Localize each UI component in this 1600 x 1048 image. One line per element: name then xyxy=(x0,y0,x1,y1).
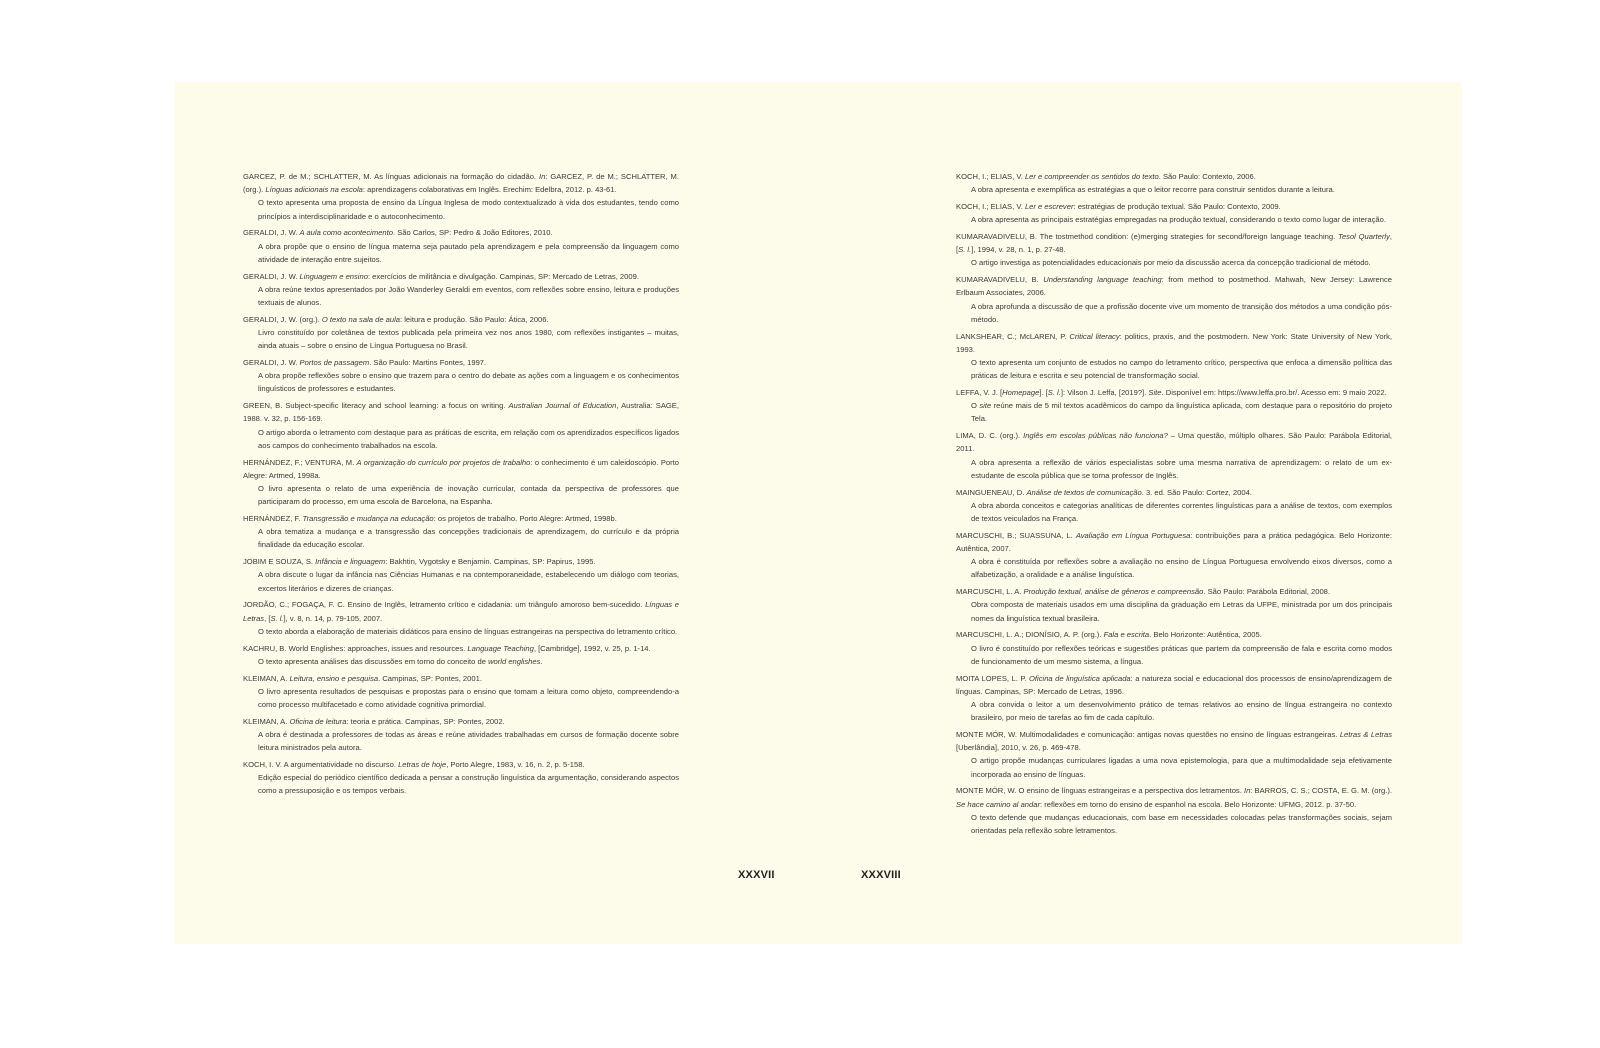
reference-description: O texto apresenta análises das discussões em torno do conceito de world englishes. xyxy=(258,656,543,666)
reference-citation: GERALDI, J. W. (org.). O texto na sala de aula: leitura e produção. São Paulo: Ática, 2006. xyxy=(243,314,549,324)
bibliography-entry xyxy=(243,672,679,712)
reference-description: O artigo investiga as potencialidades educacionais por meio da discussão acerca da concepção tradicional de método. xyxy=(971,258,1371,268)
reference-description: A obra aprofunda a discussão de que a profissão docente vive um momento de transição dos métodos a uma condição pós-método. xyxy=(971,301,1392,324)
bibliography-entry xyxy=(243,356,679,396)
bibliography-entry xyxy=(243,598,679,638)
reference-description: A obra é constituída por reflexões sobre a avaliação no ensino de Língua Portuguesa envolvendo eixos diversos, como a alfabetização, a oralidade e a análise linguística. xyxy=(971,557,1392,580)
reference-description: A obra apresenta as principais estratégias empregadas na produção textual, considerando o texto como lugar de interação. xyxy=(971,215,1386,225)
left-page-bibliography xyxy=(243,170,679,801)
reference-citation: MARCUSCHI, B.; SUASSUNA, L. Avaliação em Língua Portuguesa: contribuições para a prática pedagógica. Belo Horizonte: Autêntica, 2007. xyxy=(956,530,1392,554)
reference-citation: MARCUSCHI, L. A.; DIONÍSIO, A. P. (org.). Fala e escrita. Belo Horizonte: Autêntica, 2005. xyxy=(956,630,1262,640)
bibliography-entry xyxy=(956,330,1392,383)
bibliography-entry xyxy=(956,728,1392,781)
bibliography-entry xyxy=(956,386,1392,426)
reference-citation: MARCUSCHI, L. A. Produção textual, análise de gêneros e compreensão. São Paulo: Parábola Editorial, 2008. xyxy=(956,587,1331,597)
reference-description: Obra composta de materiais usados em uma disciplina da graduação em Letras da UFPE, ministrada por um dos principais nomes da linguística textual brasileira. xyxy=(971,600,1392,623)
reference-description: A obra convida o leitor a um desenvolvimento prático de temas relativos ao ensino de língua estrangeira no contexto brasileiro, por meio de tarefas ao fim de cada capítulo. xyxy=(971,700,1392,723)
bibliography-entry xyxy=(243,399,679,452)
reference-description: A obra propõe reflexões sobre o ensino que trazem para o centro do debate as ações com a linguagem e os conhecimentos linguísticos de professores e estudantes. xyxy=(258,371,679,394)
reference-description: Livro constituído por coletânea de textos publicada pela primeira vez nos anos 1980, com reflexões instigantes – muitas, ainda atuais – sobre o ensino de Língua Portuguesa no Brasil. xyxy=(258,328,679,351)
bibliography-entry xyxy=(243,270,679,310)
reference-citation: GERALDI, J. W. Linguagem e ensino: exercícios de militância e divulgação. Campinas, SP: Mercado de Letras, 2009. xyxy=(243,271,639,281)
reference-citation: MOITA LOPES, L. P. Oficina de linguística aplicada: a natureza social e educacional dos processos de ensino/aprendizagem de línguas. Campinas, SP: Mercado de Letras, 1996. xyxy=(956,673,1393,696)
right-page-bibliography xyxy=(956,170,1392,841)
bibliography-entry xyxy=(956,529,1392,582)
reference-description: O livro é constituído por reflexões teóricas e sugestões práticas que partem da compreensão de fala e escrita como modos de funcionamento de um mesmo sistema, a língua. xyxy=(971,643,1392,666)
reference-citation: LEFFA, V. J. [Homepage]. [S. l.]: Vilson J. Leffa, [2019?]. Site. Disponível em: https://www.leffa.pro.br/. Acesso em: 9 maio 2022. xyxy=(956,388,1387,398)
reference-description: A obra aborda conceitos e categorias analíticas de diferentes correntes linguísticas para a análise de textos, com exemplos de textos veiculados na França. xyxy=(971,500,1392,524)
bibliography-entry xyxy=(956,628,1392,668)
page-number-right: XXXVIII xyxy=(861,869,901,881)
reference-citation: GERALDI, J. W. Portos de passagem. São Paulo: Martins Fontes, 1997. xyxy=(243,358,487,368)
bibliography-entry xyxy=(956,170,1392,196)
reference-citation: JORDÃO, C.; FOGAÇA, F. C. Ensino de Inglês, letramento crítico e cidadania: um triângulo amoroso bem-sucedido. Línguas e Letras, [S. l.], v. 8, n. 14, p. 79-105, 2007. xyxy=(243,600,680,623)
reference-citation: KOCH, I.; ELIAS, V. Ler e escrever: estratégias de produção textual. São Paulo: Contexto, 2009. xyxy=(956,202,1281,211)
reference-description: O artigo propõe mudanças curriculares ligadas a uma nova epistemologia, para que a multimodalidade seja efetivamente incorporada ao ensino de línguas. xyxy=(971,756,1392,779)
reference-description: A obra discute o lugar da infância nas Ciências Humanas e na contemporaneidade, estabelecendo um diálogo com teorias, excertos literários e dizeres de crianças. xyxy=(258,570,679,593)
reference-citation: KOCH, I.; ELIAS, V. Ler e compreender os sentidos do texto. São Paulo: Contexto, 2006. xyxy=(956,172,1256,181)
book-spread xyxy=(175,82,1462,944)
reference-citation: KACHRU, B. World Englishes: approaches, issues and resources. Language Teaching, [Cambridge], 1992, v. 25, p. 1-14. xyxy=(243,643,651,653)
bibliography-entry xyxy=(956,585,1392,625)
bibliography-entry xyxy=(956,273,1392,326)
bibliography-entry xyxy=(956,200,1392,226)
reference-citation: KUMARAVADIVELU, B. The tostmethod condition: (e)merging strategies for second/foreign language teaching. Tesol Quarterly, [S. l.], 1994, v. 28, n. 1, p. 27-48. xyxy=(956,232,1392,255)
bibliography-entry xyxy=(956,784,1392,837)
reference-citation: LIMA, D. C. (org.). Inglês em escolas públicas não funciona? – Uma questão, múltiplo olhares. São Paulo: Parábola Editorial, 2011. xyxy=(956,431,1393,454)
reference-citation: HERNÁNDEZ, F.; VENTURA, M. A organização do currículo por projetos de trabalho: o conhecimento é um caleidoscópio. Porto Alegre: Artmed, 1998a. xyxy=(243,457,679,480)
bibliography-entry xyxy=(243,512,679,552)
reference-description: A obra propõe que o ensino de língua materna seja pautado pela aprendizagem e pela compreensão da linguagem como atividade de interação entre sujeitos. xyxy=(258,241,679,264)
reference-description: O artigo aborda o letramento com destaque para as práticas de escrita, em relação com os aprendizados específicos ligados aos campos do conhecimento trabalhados na escola. xyxy=(258,427,679,450)
bibliography-entry xyxy=(243,715,679,755)
reference-citation: MONTE MÓR, W. O ensino de línguas estrangeiras e a perspectiva dos letramentos. In: BARROS, C. S.; COSTA, E. G. M. (org.). Se hace camino al andar: reflexões em torno do ensino de espanhol na escola. Belo Horizonte: UFMG, 2012. p. 37-50. xyxy=(956,786,1392,809)
reference-citation: MAINGUENEAU, D. Análise de textos de comunicação. 3. ed. São Paulo: Cortez, 2004. xyxy=(956,487,1252,497)
reference-description: O livro apresenta resultados de pesquisas e propostas para o ensino que tomam a leitura como objeto, compreendendo-a como processo multifacetado e como atividade cognitiva primordial. xyxy=(258,686,679,710)
bibliography-entry xyxy=(243,555,679,595)
reference-citation: JOBIM E SOUZA, S. Infância e linguagem: Bakhtin, Vygotsky e Benjamin. Campinas, SP: Papirus, 1995. xyxy=(243,557,596,567)
reference-citation: KUMARAVADIVELU, B. Understanding language teaching: from method to postmethod. Mahwah, New Jersey: Lawrence Erlbaum Associates, 2006. xyxy=(956,275,1392,298)
reference-description: A obra apresenta e exemplifica as estratégias a que o leitor recorre para construir sentidos durante a leitura. xyxy=(971,185,1335,195)
bibliography-entry xyxy=(243,226,679,266)
reference-description: O texto defende que mudanças educacionais, com base em necessidades colocadas pelas transformações sociais, sejam orientadas pela reflexão sobre letramentos. xyxy=(971,812,1392,836)
bibliography-entry xyxy=(243,758,679,798)
reference-citation: GARCEZ, P. de M.; SCHLATTER, M. As línguas adicionais na formação do cidadão. In: GARCEZ, P. de M.; SCHLATTER, M. (org.). Línguas adicionais na escola: aprendizagens colaborativas em Inglês. Erechim: Edelbra, 2012. p. 43-61. xyxy=(243,172,679,195)
bibliography-entry xyxy=(956,230,1392,270)
reference-citation: GERALDI, J. W. A aula como acontecimento. São Carlos, SP: Pedro & João Editores, 2010. xyxy=(243,228,553,238)
reference-description: O site reúne mais de 5 mil textos acadêmicos do campo da linguística aplicada, com destaque para o repositório do projeto Tela. xyxy=(971,401,1392,424)
reference-citation: GREEN, B. Subject-specific literacy and school learning: a focus on writing. Australian Journal of Education, Australia: SAGE, 1988. v. 32, p. 156-169. xyxy=(243,401,679,424)
reference-description: Edição especial do periódico científico dedicada a pensar a construção linguística da argumentação, considerando aspectos como a pressuposição e os tempos verbais. xyxy=(258,773,679,796)
reference-description: A obra tematiza a mudança e a transgressão das concepções tradicionais de aprendizagem, do currículo e da própria finalidade da educação escolar. xyxy=(258,527,679,550)
page-number-left: XXXVII xyxy=(738,869,775,881)
reference-description: A obra reúne textos apresentados por João Wanderley Geraldi em eventos, com reflexões sobre ensino, leitura e produções textuais de alunos. xyxy=(258,284,679,308)
bibliography-entry xyxy=(243,456,679,509)
bibliography-entry xyxy=(956,486,1392,526)
reference-citation: KLEIMAN, A. Leitura, ensino e pesquisa. Campinas, SP: Pontes, 2001. xyxy=(243,673,482,683)
bibliography-entry xyxy=(243,313,679,353)
reference-citation: KLEIMAN, A. Oficina de leitura: teoria e prática. Campinas, SP: Pontes, 2002. xyxy=(243,716,505,726)
reference-description: O texto apresenta um conjunto de estudos no campo do letramento crítico, perspectiva que enfoca a dimensão política das práticas de leitura e escrita e seu potencial de transformação social. xyxy=(971,358,1392,381)
bibliography-entry xyxy=(243,642,679,668)
bibliography-entry xyxy=(956,672,1392,725)
reference-description: O livro apresenta o relato de uma experiência de inovação curricular, contada da perspectiva de professores que participaram do processo, em uma escola de Barcelona, na Espanha. xyxy=(258,484,679,507)
reference-description: O texto aborda a elaboração de materiais didáticos para ensino de línguas estrangeiras na perspectiva do letramento crítico. xyxy=(258,626,678,636)
bibliography-entry xyxy=(243,170,679,223)
bibliography-entry xyxy=(956,429,1392,482)
reference-citation: HERNÁNDEZ, F. Transgressão e mudança na educação: os projetos de trabalho. Porto Alegre: Artmed, 1998b. xyxy=(243,514,617,524)
reference-description: A obra apresenta a reflexão de vários especialistas sobre uma mesma narrativa de aprendizagem: o relato de um ex-estudante de escola pública que se torna professor de Inglês. xyxy=(971,457,1392,480)
reference-citation: LANKSHEAR, C.; McLAREN, P. Critical literacy: politics, praxis, and the postmodern. New York: State University of New York, 1993. xyxy=(956,331,1393,354)
reference-description: O texto apresenta uma proposta de ensino da Língua Inglesa de modo contextualizado à vida dos estudantes, tendo como princípios a interdisciplinaridade e o autoconhecimento. xyxy=(258,198,679,221)
reference-description: A obra é destinada a professores de todas as áreas e reúne atividades trabalhadas em cursos de formação docente sobre leitura ministrados pela autora. xyxy=(258,730,679,753)
reference-citation: KOCH, I. V. A argumentatividade no discurso. Letras de hoje, Porto Alegre, 1983, v. 16, n. 2, p. 5-158. xyxy=(243,760,585,770)
reference-citation: MONTE MÓR, W. Multimodalidades e comunicação: antigas novas questões no ensino de línguas estrangeiras. Letras & Letras [Uberlândia], 2010, v. 26, p. 469-478. xyxy=(956,730,1392,753)
